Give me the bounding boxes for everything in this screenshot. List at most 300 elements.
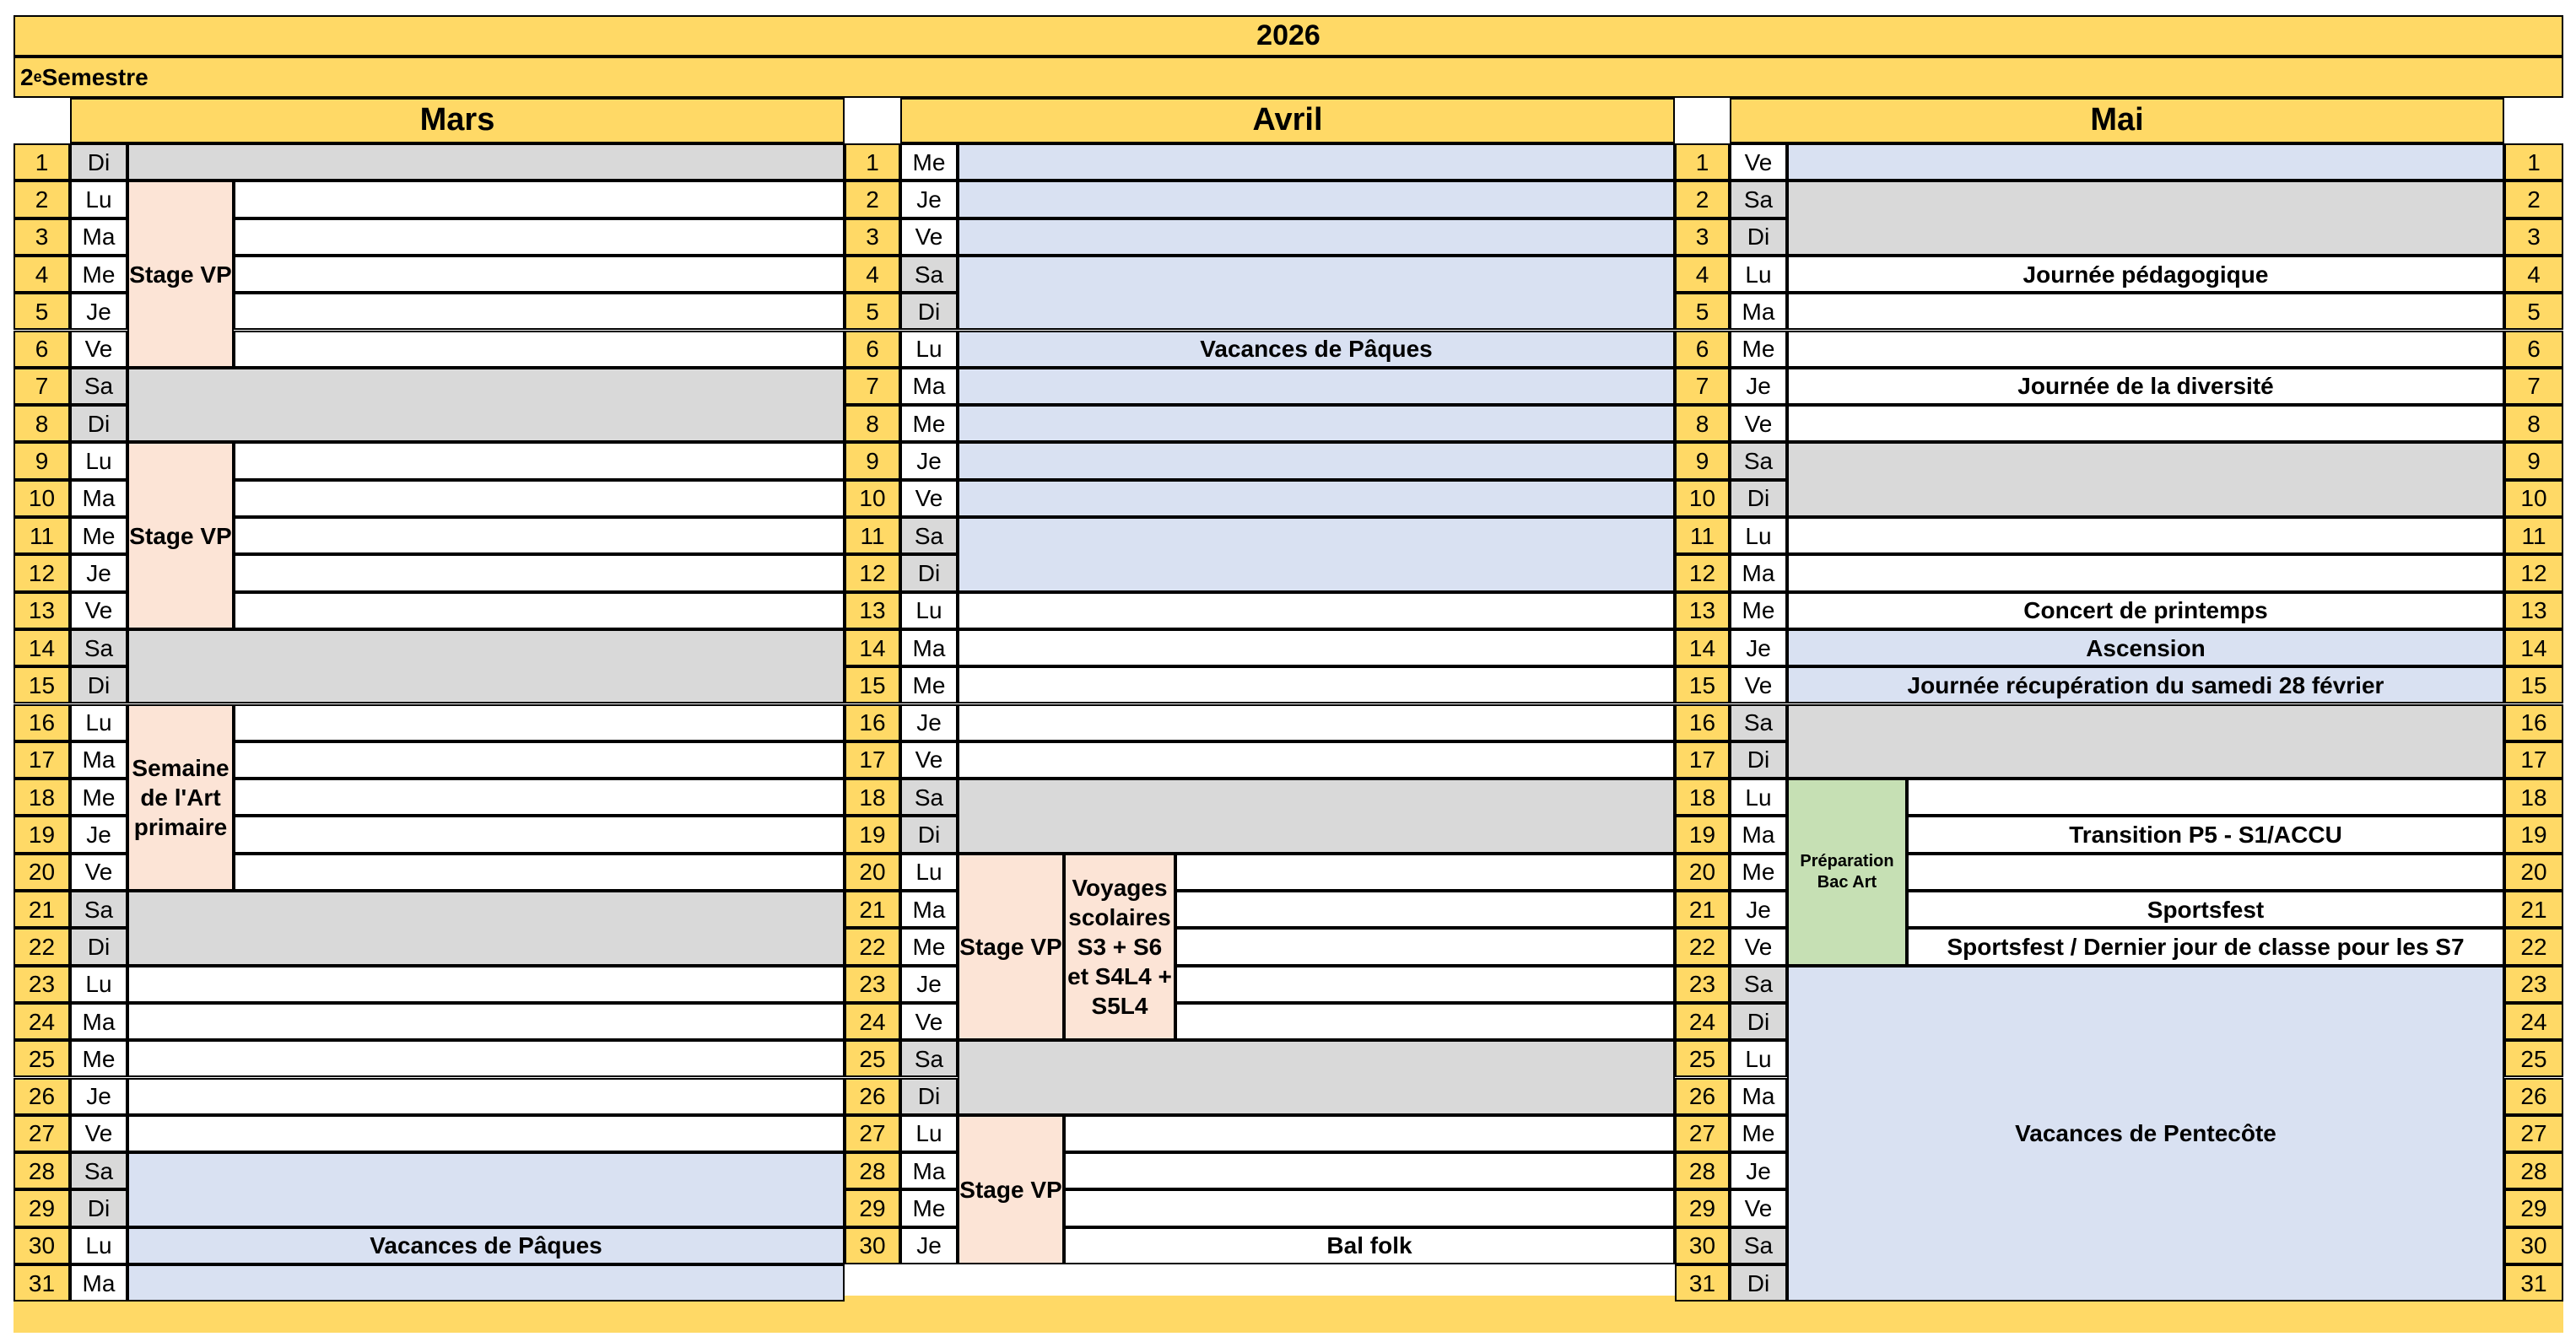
mai-weekday: Je [1730, 891, 1787, 928]
avril-event [958, 368, 1675, 405]
mai-day-number-right: 7 [2504, 368, 2563, 405]
mars-weekday: Ve [70, 1115, 127, 1152]
avril-event [958, 181, 1675, 218]
mars-day-number: 2 [14, 181, 70, 218]
mars-weekday: Me [70, 1040, 127, 1077]
mai-day-number-right: 4 [2504, 256, 2563, 293]
mai-day-cell [1787, 517, 2504, 554]
mai-weekday: Me [1730, 331, 1787, 368]
avril-weekday: Ma [900, 1152, 958, 1189]
mai-day-cell [1787, 293, 2504, 330]
avril-day-number: 26 [845, 1078, 900, 1115]
mai-day-number-right: 8 [2504, 405, 2563, 442]
mai-day-number-right: 23 [2504, 966, 2563, 1003]
mai-weekday: Sa [1730, 966, 1787, 1003]
mars-day-number: 4 [14, 256, 70, 293]
mai-day-number-right: 16 [2504, 704, 2563, 741]
mars-weekday: Di [70, 928, 127, 965]
avril-day-number: 14 [845, 629, 900, 666]
mai-day-number: 27 [1675, 1115, 1730, 1152]
avril-day-number: 7 [845, 368, 900, 405]
avril-weekday: Lu [900, 854, 958, 891]
mars-day-cell [234, 592, 845, 629]
avril-weekday: Sa [900, 517, 958, 554]
mars-event [127, 1152, 845, 1227]
avril-event [958, 405, 1675, 442]
avril-day-number: 2 [845, 181, 900, 218]
mars-day-number: 12 [14, 554, 70, 591]
avril-event [958, 256, 1675, 331]
avril-day-number: 16 [845, 704, 900, 741]
mai-day-number: 17 [1675, 741, 1730, 779]
mai-weekday: Ve [1730, 666, 1787, 703]
mai-day-number: 6 [1675, 331, 1730, 368]
mai-weekday: Ve [1730, 928, 1787, 965]
mars-weekday: Me [70, 517, 127, 554]
avril-event [958, 517, 1675, 592]
avril-day-number: 23 [845, 966, 900, 1003]
mai-day-number-right: 27 [2504, 1115, 2563, 1152]
mai-day-number: 11 [1675, 517, 1730, 554]
avril-weekday: Me [900, 405, 958, 442]
month-title-mars: Mars [70, 98, 845, 143]
mai-weekday: Lu [1730, 1040, 1787, 1077]
mars-day-number: 25 [14, 1040, 70, 1077]
mai-day-number-right: 17 [2504, 741, 2563, 779]
mai-day-number-right: 21 [2504, 891, 2563, 928]
mai-event [1787, 704, 2504, 779]
avril-day-cell [958, 666, 1675, 703]
mars-day-number: 8 [14, 405, 70, 442]
mars-weekday: Ma [70, 1003, 127, 1040]
mai-day-number: 7 [1675, 368, 1730, 405]
mai-weekday: Sa [1730, 1227, 1787, 1264]
mai-weekday: Me [1730, 854, 1787, 891]
avril-weekday: Sa [900, 1040, 958, 1077]
mars-event [127, 629, 845, 704]
mai-day-number-right: 31 [2504, 1264, 2563, 1302]
mars-weekday: Ma [70, 218, 127, 256]
mars-day-cell [234, 854, 845, 891]
mars-day-cell [127, 1115, 845, 1152]
avril-weekday: Lu [900, 592, 958, 629]
mai-weekday: Lu [1730, 517, 1787, 554]
mars-day-number: 29 [14, 1189, 70, 1226]
avril-day-number: 22 [845, 928, 900, 965]
mars-weekday: Di [70, 666, 127, 703]
avril-day-number: 21 [845, 891, 900, 928]
mai-day-number-right: 10 [2504, 480, 2563, 517]
mars-day-cell [127, 1040, 845, 1077]
mars-day-cell [234, 293, 845, 330]
mai-day-number-right: 30 [2504, 1227, 2563, 1264]
mars-stage-period: Stage VP [127, 181, 234, 368]
avril-weekday: Ve [900, 480, 958, 517]
avril-weekday: Je [900, 181, 958, 218]
mai-weekday: Di [1730, 741, 1787, 779]
mars-day-cell [234, 517, 845, 554]
mai-day-number-right: 22 [2504, 928, 2563, 965]
mai-day-number: 30 [1675, 1227, 1730, 1264]
avril-weekday: Sa [900, 256, 958, 293]
avril-weekday: Di [900, 816, 958, 853]
mai-event-label: Vacances de Pentecôte [2015, 1120, 2276, 1147]
mars-weekday: Je [70, 816, 127, 853]
mai-day-number: 28 [1675, 1152, 1730, 1189]
mars-day-cell [234, 256, 845, 293]
mai-weekday: Di [1730, 1264, 1787, 1302]
mars-day-cell [127, 1078, 845, 1115]
mars-weekday: Di [70, 1189, 127, 1226]
mai-weekday: Je [1730, 1152, 1787, 1189]
avril-event: Bal folk [1064, 1227, 1675, 1264]
avril-stage-period: Stage VP [958, 854, 1064, 1041]
mars-day-number: 6 [14, 331, 70, 368]
avril-day-cell [1064, 1189, 1675, 1226]
mai-weekday: Di [1730, 1003, 1787, 1040]
mai-day-number-right: 24 [2504, 1003, 2563, 1040]
mars-event: Vacances de Pâques [127, 1227, 845, 1264]
mars-day-cell [234, 741, 845, 779]
mars-day-cell [234, 779, 845, 816]
mars-weekday: Di [70, 143, 127, 181]
mars-weekday: Je [70, 554, 127, 591]
mars-day-number: 20 [14, 854, 70, 891]
mars-weekday: Lu [70, 181, 127, 218]
semester-number: 2 [20, 64, 34, 90]
mai-day-number: 8 [1675, 405, 1730, 442]
avril-weekday: Je [900, 966, 958, 1003]
mars-day-cell [234, 331, 845, 368]
mai-weekday: Ve [1730, 1189, 1787, 1226]
avril-event [958, 779, 1675, 854]
mai-weekday: Sa [1730, 704, 1787, 741]
mai-weekday: Ma [1730, 554, 1787, 591]
mars-day-number: 5 [14, 293, 70, 330]
mai-weekday: Sa [1730, 442, 1787, 479]
mai-event: Sportsfest / Dernier jour de classe pour les S7 [1907, 928, 2504, 965]
mai-day-number-right: 3 [2504, 218, 2563, 256]
mars-weekday: Me [70, 256, 127, 293]
mai-day-number-right: 25 [2504, 1040, 2563, 1077]
mars-day-number: 21 [14, 891, 70, 928]
mars-day-cell [234, 442, 845, 479]
mai-day-number: 23 [1675, 966, 1730, 1003]
mai-day-number-right: 14 [2504, 629, 2563, 666]
mai-stage-period: Préparation Bac Art [1787, 779, 1907, 966]
mars-day-number: 23 [14, 966, 70, 1003]
mai-day-number-right: 5 [2504, 293, 2563, 330]
mars-day-number: 28 [14, 1152, 70, 1189]
mars-day-cell [234, 704, 845, 741]
mai-weekday: Sa [1730, 181, 1787, 218]
mai-day-number-right: 20 [2504, 854, 2563, 891]
mars-event [127, 143, 845, 181]
mai-weekday: Ma [1730, 816, 1787, 853]
mai-day-number-right: 28 [2504, 1152, 2563, 1189]
mai-weekday: Di [1730, 218, 1787, 256]
avril-day-number: 19 [845, 816, 900, 853]
mars-weekday: Je [70, 1078, 127, 1115]
avril-day-cell [1175, 966, 1675, 1003]
avril-weekday: Je [900, 1227, 958, 1264]
avril-day-number: 4 [845, 256, 900, 293]
mars-weekday: Lu [70, 1227, 127, 1264]
mars-day-number: 17 [14, 741, 70, 779]
mai-weekday: Je [1730, 368, 1787, 405]
mai-event [1787, 143, 2504, 181]
mars-day-cell [234, 816, 845, 853]
mars-day-number: 11 [14, 517, 70, 554]
mai-event [1787, 181, 2504, 256]
mai-weekday: Me [1730, 592, 1787, 629]
mai-day-number: 31 [1675, 1264, 1730, 1302]
mai-day-number: 22 [1675, 928, 1730, 965]
avril-weekday: Lu [900, 1115, 958, 1152]
avril-weekday: Ma [900, 629, 958, 666]
mai-day-number-right: 1 [2504, 143, 2563, 181]
avril-day-cell [958, 704, 1675, 741]
mars-weekday: Me [70, 779, 127, 816]
avril-event [958, 1040, 1675, 1115]
month-title-mai: Mai [1730, 98, 2504, 143]
mai-day-number: 18 [1675, 779, 1730, 816]
mai-day-number: 24 [1675, 1003, 1730, 1040]
mars-weekday: Je [70, 293, 127, 330]
avril-day-cell [1175, 854, 1675, 891]
mai-event: Journée récupération du samedi 28 février [1787, 666, 2504, 703]
avril-weekday: Ve [900, 741, 958, 779]
mars-day-cell [234, 480, 845, 517]
mars-day-number: 19 [14, 816, 70, 853]
mai-day-number: 20 [1675, 854, 1730, 891]
mai-day-number: 4 [1675, 256, 1730, 293]
avril-day-number: 10 [845, 480, 900, 517]
mars-weekday: Lu [70, 704, 127, 741]
mai-day-cell [1787, 554, 2504, 591]
semester-sup: e [33, 68, 42, 86]
mai-weekday: Ve [1730, 405, 1787, 442]
mai-day-number: 2 [1675, 181, 1730, 218]
mai-day-number: 1 [1675, 143, 1730, 181]
avril-day-number: 15 [845, 666, 900, 703]
avril-day-cell [958, 741, 1675, 779]
mars-day-cell [234, 218, 845, 256]
mars-day-number: 24 [14, 1003, 70, 1040]
mars-weekday: Ma [70, 480, 127, 517]
avril-day-number: 17 [845, 741, 900, 779]
avril-trip-period: Voyages scolaires S3 + S6 et S4L4 + S5L4 [1064, 854, 1175, 1041]
avril-day-number: 6 [845, 331, 900, 368]
avril-day-cell [1175, 1003, 1675, 1040]
mai-day-number: 10 [1675, 480, 1730, 517]
avril-event [958, 143, 1675, 181]
mai-weekday: Je [1730, 629, 1787, 666]
mai-day-cell [1907, 854, 2504, 891]
mai-day-number-right: 29 [2504, 1189, 2563, 1226]
avril-day-number: 25 [845, 1040, 900, 1077]
mai-day-number: 25 [1675, 1040, 1730, 1077]
mars-day-number: 1 [14, 143, 70, 181]
avril-weekday: Lu [900, 331, 958, 368]
avril-day-number: 9 [845, 442, 900, 479]
mars-day-cell [234, 181, 845, 218]
mai-weekday: Ma [1730, 293, 1787, 330]
avril-day-cell [1064, 1115, 1675, 1152]
avril-event: Vacances de Pâques [958, 331, 1675, 368]
mars-day-number: 31 [14, 1264, 70, 1302]
mars-weekday: Di [70, 405, 127, 442]
avril-day-cell [1064, 1152, 1675, 1189]
avril-weekday: Je [900, 442, 958, 479]
avril-day-number: 30 [845, 1227, 900, 1264]
mars-day-number: 7 [14, 368, 70, 405]
mars-day-number: 14 [14, 629, 70, 666]
mars-weekday: Ve [70, 592, 127, 629]
avril-weekday: Ma [900, 368, 958, 405]
avril-day-number: 11 [845, 517, 900, 554]
mars-event [127, 1264, 845, 1302]
avril-weekday: Je [900, 704, 958, 741]
mars-day-cell [127, 966, 845, 1003]
mars-weekday: Sa [70, 1152, 127, 1189]
mai-weekday: Di [1730, 480, 1787, 517]
avril-day-number: 1 [845, 143, 900, 181]
avril-day-number: 24 [845, 1003, 900, 1040]
mai-day-number: 14 [1675, 629, 1730, 666]
avril-day-number: 3 [845, 218, 900, 256]
avril-day-number: 12 [845, 554, 900, 591]
avril-day-number: 28 [845, 1152, 900, 1189]
avril-day-number: 13 [845, 592, 900, 629]
mai-day-number-right: 18 [2504, 779, 2563, 816]
avril-day-number: 29 [845, 1189, 900, 1226]
avril-weekday: Ma [900, 891, 958, 928]
mai-day-cell [1907, 779, 2504, 816]
avril-day-cell [1175, 891, 1675, 928]
mai-day-number: 9 [1675, 442, 1730, 479]
avril-event [958, 442, 1675, 479]
mars-day-number: 18 [14, 779, 70, 816]
avril-day-number: 18 [845, 779, 900, 816]
mai-day-number: 26 [1675, 1078, 1730, 1115]
mars-weekday: Sa [70, 891, 127, 928]
mai-day-number: 21 [1675, 891, 1730, 928]
avril-day-cell [958, 629, 1675, 666]
avril-day-number: 5 [845, 293, 900, 330]
mai-weekday: Ve [1730, 143, 1787, 181]
avril-weekday: Di [900, 554, 958, 591]
mars-weekday: Ma [70, 1264, 127, 1302]
mai-day-number: 3 [1675, 218, 1730, 256]
mai-weekday: Lu [1730, 256, 1787, 293]
mai-weekday: Me [1730, 1115, 1787, 1152]
mai-event: Transition P5 - S1/ACCU [1907, 816, 2504, 853]
mai-event: Journée pédagogique [1787, 256, 2504, 293]
mars-weekday: Ve [70, 331, 127, 368]
mai-day-number-right: 15 [2504, 666, 2563, 703]
avril-weekday: Me [900, 143, 958, 181]
mai-day-number: 15 [1675, 666, 1730, 703]
mars-day-number: 3 [14, 218, 70, 256]
mai-day-number: 29 [1675, 1189, 1730, 1226]
mai-event: Sportsfest [1907, 891, 2504, 928]
mars-day-number: 9 [14, 442, 70, 479]
semester-title [14, 57, 2563, 98]
mai-day-number-right: 26 [2504, 1078, 2563, 1115]
mars-day-number: 16 [14, 704, 70, 741]
mars-day-cell [234, 554, 845, 591]
mars-weekday: Ma [70, 741, 127, 779]
mars-day-number: 27 [14, 1115, 70, 1152]
mars-stage-period: Semaine de l'Art primaire [127, 704, 234, 892]
avril-day-number: 8 [845, 405, 900, 442]
mai-day-number-right: 9 [2504, 442, 2563, 479]
mai-day-number-right: 19 [2504, 816, 2563, 853]
mai-day-number: 19 [1675, 816, 1730, 853]
mars-day-number: 15 [14, 666, 70, 703]
avril-day-number: 27 [845, 1115, 900, 1152]
avril-day-cell [958, 592, 1675, 629]
mars-day-number: 10 [14, 480, 70, 517]
avril-weekday: Di [900, 293, 958, 330]
mai-weekday: Lu [1730, 779, 1787, 816]
avril-event [958, 218, 1675, 256]
mai-day-number-right: 11 [2504, 517, 2563, 554]
mai-day-number-right: 12 [2504, 554, 2563, 591]
mars-day-number: 13 [14, 592, 70, 629]
avril-weekday: Di [900, 1078, 958, 1115]
mai-day-number-right: 13 [2504, 592, 2563, 629]
avril-day-number: 20 [845, 854, 900, 891]
month-title-avril: Avril [900, 98, 1675, 143]
mai-event: Journée de la diversité [1787, 368, 2504, 405]
mai-day-cell [1787, 405, 2504, 442]
mai-day-number-right: 2 [2504, 181, 2563, 218]
avril-day-cell [1175, 928, 1675, 965]
mars-weekday: Sa [70, 368, 127, 405]
avril-stage-period: Stage VP [958, 1115, 1064, 1264]
mars-event [127, 368, 845, 443]
mai-day-number: 13 [1675, 592, 1730, 629]
year-header: 2026 [14, 15, 2563, 57]
mars-weekday: Ve [70, 854, 127, 891]
mars-event [127, 891, 845, 966]
mai-weekday: Ma [1730, 1078, 1787, 1115]
mai-event: Concert de printemps [1787, 592, 2504, 629]
mai-day-number: 16 [1675, 704, 1730, 741]
mars-stage-period: Stage VP [127, 442, 234, 629]
mai-event [1787, 442, 2504, 517]
avril-weekday: Ve [900, 218, 958, 256]
mai-day-cell [1787, 331, 2504, 368]
avril-weekday: Me [900, 666, 958, 703]
mars-day-cell [127, 1003, 845, 1040]
mai-day-number: 12 [1675, 554, 1730, 591]
avril-weekday: Me [900, 928, 958, 965]
mars-day-number: 26 [14, 1078, 70, 1115]
avril-weekday: Ve [900, 1003, 958, 1040]
mars-weekday: Sa [70, 629, 127, 666]
mars-weekday: Lu [70, 966, 127, 1003]
avril-weekday: Sa [900, 779, 958, 816]
mai-event: Ascension [1787, 629, 2504, 666]
mars-day-number: 30 [14, 1227, 70, 1264]
mai-day-number-right: 6 [2504, 331, 2563, 368]
mars-day-number: 22 [14, 928, 70, 965]
avril-weekday: Me [900, 1189, 958, 1226]
semester-label: Semestre [41, 64, 149, 90]
